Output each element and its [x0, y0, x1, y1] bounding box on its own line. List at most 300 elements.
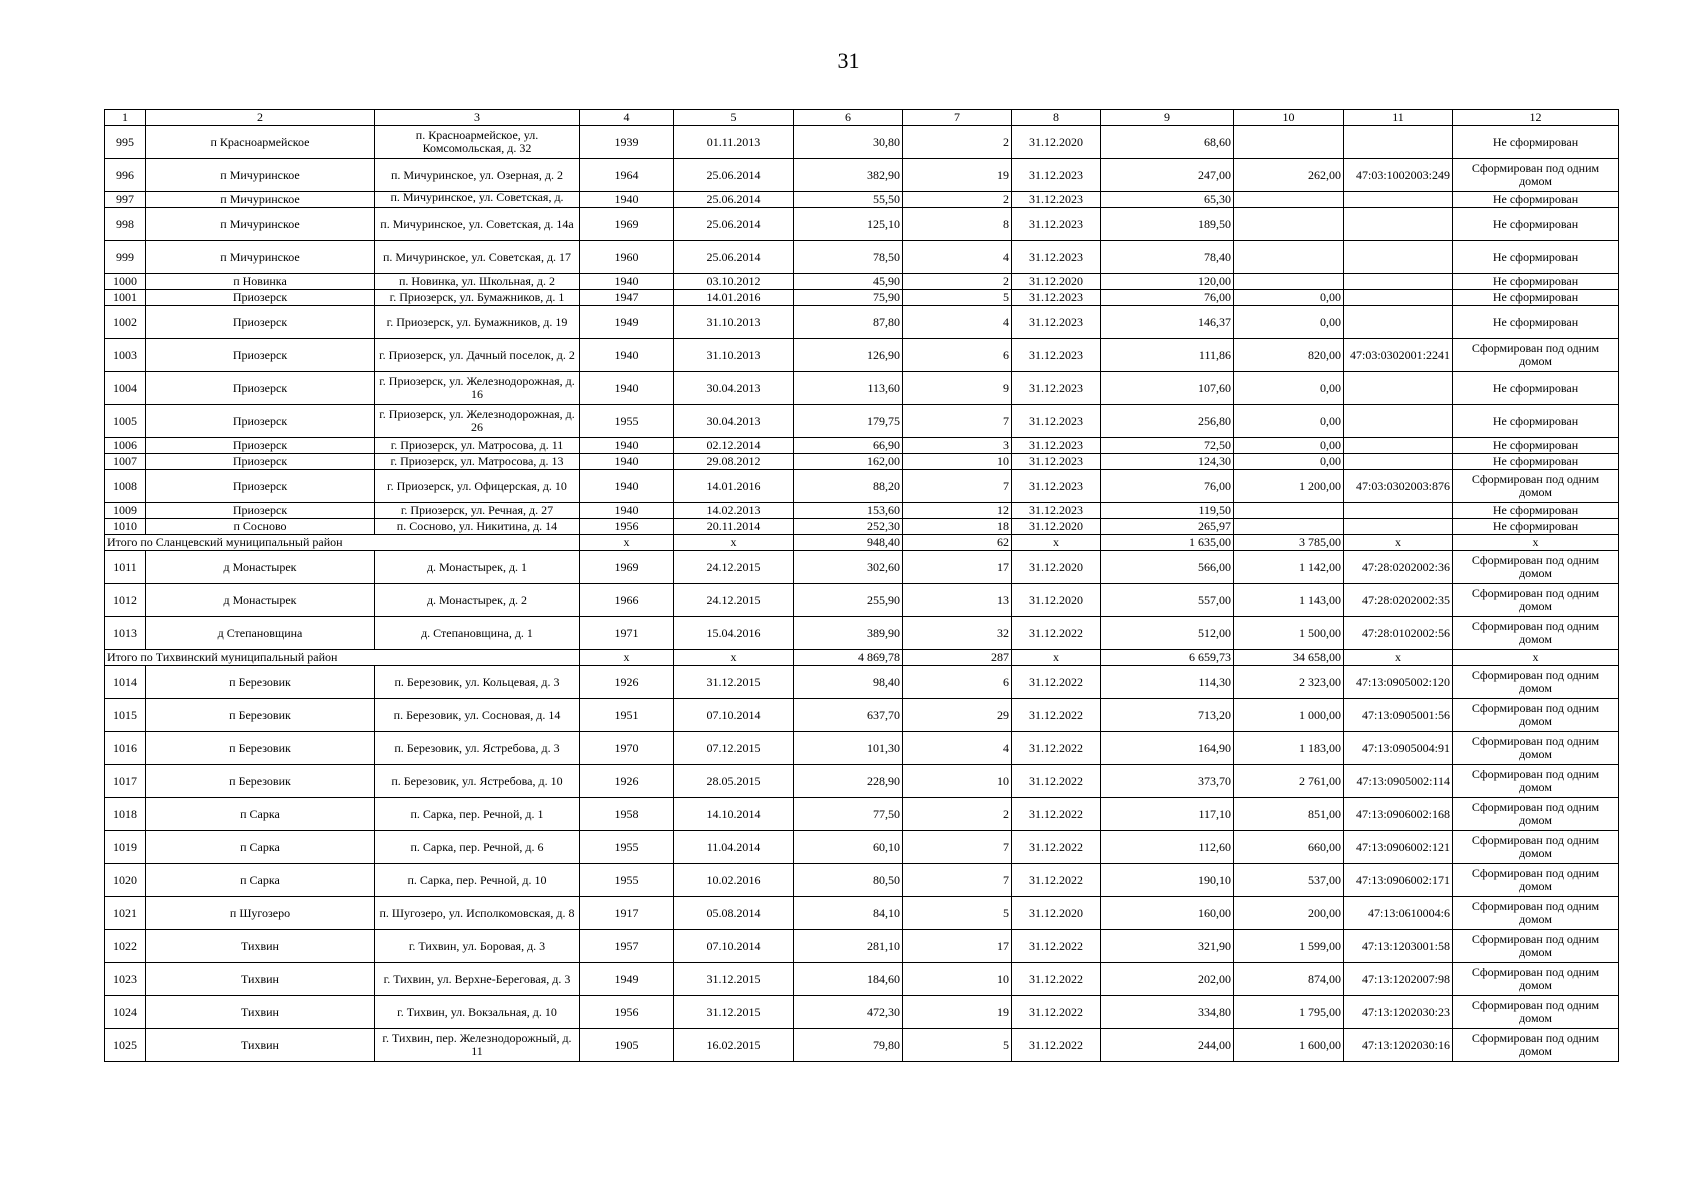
- subtotal-row: [105, 650, 1619, 666]
- address-cell: п. Красноармейское, ул. Комсомольская, д. 32: [375, 126, 580, 159]
- land-status-cell: Сформирован под одним домом: [1453, 1029, 1619, 1062]
- row-number: 1020: [105, 864, 146, 897]
- address-cell: г. Тихвин, ул. Боровая, д. 3: [375, 930, 580, 963]
- residents-cell: 29: [903, 699, 1012, 732]
- land-area-cell: 262,00: [1234, 159, 1344, 192]
- residents-cell: 10: [903, 963, 1012, 996]
- column-number: 7: [903, 110, 1012, 126]
- cadastral-number-cell: 47:03:1002003:249: [1344, 159, 1453, 192]
- residents-cell: 4: [903, 732, 1012, 765]
- table-row: [105, 503, 1619, 519]
- residents-cell: 32: [903, 617, 1012, 650]
- table-row: [105, 126, 1619, 159]
- value-cell: 114,30: [1101, 666, 1234, 699]
- subtotal-cell: x: [1344, 535, 1453, 551]
- address-cell: г. Приозерск, ул. Матросова, д. 11: [375, 438, 580, 454]
- land-status-cell: Сформирован под одним домом: [1453, 551, 1619, 584]
- table-row: [105, 584, 1619, 617]
- area-cell: 79,80: [794, 1029, 903, 1062]
- land-area-cell: [1234, 208, 1344, 241]
- residents-cell: 10: [903, 765, 1012, 798]
- area-cell: 98,40: [794, 666, 903, 699]
- residents-cell: 19: [903, 159, 1012, 192]
- land-status-cell: Не сформирован: [1453, 454, 1619, 470]
- deadline-cell: 31.12.2022: [1012, 930, 1101, 963]
- value-cell: 164,90: [1101, 732, 1234, 765]
- settlement-cell: п Мичуринское: [146, 208, 375, 241]
- address-cell: п. Березовик, ул. Ястребова, д. 3: [375, 732, 580, 765]
- land-status-cell: Не сформирован: [1453, 405, 1619, 438]
- value-cell: 68,60: [1101, 126, 1234, 159]
- cadastral-number-cell: [1344, 274, 1453, 290]
- deadline-cell: 31.12.2023: [1012, 192, 1101, 208]
- year-built-cell: 1940: [580, 274, 674, 290]
- row-number: 997: [105, 192, 146, 208]
- deadline-cell: 31.12.2022: [1012, 864, 1101, 897]
- subtotal-cell: x: [1453, 535, 1619, 551]
- date-cell: 28.05.2015: [674, 765, 794, 798]
- table-row: [105, 192, 1619, 208]
- address-cell: п. Сарка, пер. Речной, д. 1: [375, 798, 580, 831]
- residents-cell: 6: [903, 666, 1012, 699]
- date-cell: 02.12.2014: [674, 438, 794, 454]
- settlement-cell: Приозерск: [146, 470, 375, 503]
- cadastral-number-cell: [1344, 126, 1453, 159]
- settlement-cell: Приозерск: [146, 339, 375, 372]
- column-number: 1: [105, 110, 146, 126]
- date-cell: 10.02.2016: [674, 864, 794, 897]
- table-row: [105, 732, 1619, 765]
- table-row: [105, 963, 1619, 996]
- settlement-cell: д Монастырек: [146, 584, 375, 617]
- year-built-cell: 1940: [580, 372, 674, 405]
- settlement-cell: п Мичуринское: [146, 192, 375, 208]
- residents-cell: 13: [903, 584, 1012, 617]
- address-cell: г. Приозерск, ул. Железнодорожная, д. 16: [375, 372, 580, 405]
- row-number: 995: [105, 126, 146, 159]
- address-cell: г. Тихвин, ул. Верхне-Береговая, д. 3: [375, 963, 580, 996]
- area-cell: 45,90: [794, 274, 903, 290]
- column-number: 5: [674, 110, 794, 126]
- table-row: [105, 996, 1619, 1029]
- cadastral-number-cell: [1344, 372, 1453, 405]
- table-row: [105, 765, 1619, 798]
- land-area-cell: [1234, 126, 1344, 159]
- table-row: [105, 290, 1619, 306]
- land-area-cell: 0,00: [1234, 405, 1344, 438]
- land-area-cell: 2 761,00: [1234, 765, 1344, 798]
- row-number: 1014: [105, 666, 146, 699]
- land-status-cell: Не сформирован: [1453, 241, 1619, 274]
- column-number: 2: [146, 110, 375, 126]
- row-number: 1009: [105, 503, 146, 519]
- deadline-cell: 31.12.2023: [1012, 470, 1101, 503]
- settlement-cell: п Сарка: [146, 831, 375, 864]
- cadastral-number-cell: [1344, 503, 1453, 519]
- year-built-cell: 1960: [580, 241, 674, 274]
- cadastral-number-cell: [1344, 519, 1453, 535]
- address-cell: п. Мичуринское, ул. Озерная, д. 2: [375, 159, 580, 192]
- row-number: 1005: [105, 405, 146, 438]
- cadastral-number-cell: 47:13:0905001:56: [1344, 699, 1453, 732]
- area-cell: 84,10: [794, 897, 903, 930]
- land-area-cell: 874,00: [1234, 963, 1344, 996]
- value-cell: 107,60: [1101, 372, 1234, 405]
- address-cell: г. Приозерск, ул. Матросова, д. 13: [375, 454, 580, 470]
- settlement-cell: Приозерск: [146, 438, 375, 454]
- date-cell: 16.02.2015: [674, 1029, 794, 1062]
- page-number: 31: [837, 48, 860, 73]
- cadastral-number-cell: 47:28:0202002:36: [1344, 551, 1453, 584]
- value-cell: 334,80: [1101, 996, 1234, 1029]
- row-number: 1008: [105, 470, 146, 503]
- deadline-cell: 31.12.2023: [1012, 438, 1101, 454]
- year-built-cell: 1955: [580, 831, 674, 864]
- settlement-cell: п Березовик: [146, 732, 375, 765]
- address-cell: г. Приозерск, ул. Дачный поселок, д. 2: [375, 339, 580, 372]
- deadline-cell: 31.12.2023: [1012, 372, 1101, 405]
- column-number-row: [105, 110, 1619, 126]
- value-cell: 124,30: [1101, 454, 1234, 470]
- year-built-cell: 1940: [580, 339, 674, 372]
- area-cell: 113,60: [794, 372, 903, 405]
- deadline-cell: 31.12.2023: [1012, 405, 1101, 438]
- value-cell: 373,70: [1101, 765, 1234, 798]
- deadline-cell: 31.12.2023: [1012, 306, 1101, 339]
- cadastral-number-cell: 47:13:0906002:171: [1344, 864, 1453, 897]
- value-cell: 713,20: [1101, 699, 1234, 732]
- area-cell: 281,10: [794, 930, 903, 963]
- column-number: 9: [1101, 110, 1234, 126]
- cadastral-number-cell: [1344, 192, 1453, 208]
- cadastral-number-cell: 47:13:0610004:6: [1344, 897, 1453, 930]
- row-number: 1004: [105, 372, 146, 405]
- value-cell: 557,00: [1101, 584, 1234, 617]
- land-status-cell: Не сформирован: [1453, 306, 1619, 339]
- residents-cell: 7: [903, 470, 1012, 503]
- residents-cell: 4: [903, 306, 1012, 339]
- area-cell: 389,90: [794, 617, 903, 650]
- residents-cell: 7: [903, 864, 1012, 897]
- residents-cell: 2: [903, 126, 1012, 159]
- date-cell: 07.12.2015: [674, 732, 794, 765]
- subtotal-title: Итого по Сланцевский муниципальный район: [105, 535, 580, 551]
- land-area-cell: 0,00: [1234, 290, 1344, 306]
- settlement-cell: Тихвин: [146, 996, 375, 1029]
- value-cell: 117,10: [1101, 798, 1234, 831]
- residents-cell: 17: [903, 930, 1012, 963]
- column-number: 10: [1234, 110, 1344, 126]
- area-cell: 60,10: [794, 831, 903, 864]
- date-cell: 03.10.2012: [674, 274, 794, 290]
- cadastral-number-cell: 47:13:0905002:114: [1344, 765, 1453, 798]
- area-cell: 75,90: [794, 290, 903, 306]
- year-built-cell: 1955: [580, 405, 674, 438]
- area-cell: 153,60: [794, 503, 903, 519]
- address-cell: п. Мичуринское, ул. Советская, д. 17: [375, 241, 580, 274]
- land-status-cell: Не сформирован: [1453, 274, 1619, 290]
- table-row: [105, 551, 1619, 584]
- area-cell: 55,50: [794, 192, 903, 208]
- value-cell: 244,00: [1101, 1029, 1234, 1062]
- deadline-cell: 31.12.2020: [1012, 897, 1101, 930]
- year-built-cell: 1949: [580, 306, 674, 339]
- date-cell: 29.08.2012: [674, 454, 794, 470]
- cadastral-number-cell: 47:13:0906002:168: [1344, 798, 1453, 831]
- table-row: [105, 454, 1619, 470]
- table-row: [105, 372, 1619, 405]
- address-cell: п. Новинка, ул. Школьная, д. 2: [375, 274, 580, 290]
- value-cell: 146,37: [1101, 306, 1234, 339]
- settlement-cell: п Новинка: [146, 274, 375, 290]
- date-cell: 30.04.2013: [674, 372, 794, 405]
- cadastral-number-cell: 47:13:1203001:58: [1344, 930, 1453, 963]
- deadline-cell: 31.12.2023: [1012, 208, 1101, 241]
- value-cell: 160,00: [1101, 897, 1234, 930]
- address-cell: п. Сарка, пер. Речной, д. 10: [375, 864, 580, 897]
- land-status-cell: Сформирован под одним домом: [1453, 470, 1619, 503]
- row-number: 1016: [105, 732, 146, 765]
- address-cell: п. Шугозеро, ул. Исполкомовская, д. 8: [375, 897, 580, 930]
- deadline-cell: 31.12.2022: [1012, 798, 1101, 831]
- housing-register-table: [104, 109, 1619, 1062]
- settlement-cell: п Сарка: [146, 864, 375, 897]
- settlement-cell: п Березовик: [146, 765, 375, 798]
- land-area-cell: 660,00: [1234, 831, 1344, 864]
- area-cell: 126,90: [794, 339, 903, 372]
- row-number: 1000: [105, 274, 146, 290]
- cadastral-number-cell: 47:28:0102002:56: [1344, 617, 1453, 650]
- table-row: [105, 438, 1619, 454]
- settlement-cell: п Красноармейское: [146, 126, 375, 159]
- land-status-cell: Сформирован под одним домом: [1453, 339, 1619, 372]
- land-area-cell: 537,00: [1234, 864, 1344, 897]
- row-number: 1022: [105, 930, 146, 963]
- residents-cell: 3: [903, 438, 1012, 454]
- subtotal-cell: 4 869,78: [794, 650, 903, 666]
- table-row: [105, 864, 1619, 897]
- land-area-cell: 1 143,00: [1234, 584, 1344, 617]
- area-cell: 66,90: [794, 438, 903, 454]
- subtotal-cell: x: [1012, 650, 1101, 666]
- date-cell: 07.10.2014: [674, 930, 794, 963]
- land-area-cell: 851,00: [1234, 798, 1344, 831]
- date-cell: 31.10.2013: [674, 339, 794, 372]
- land-status-cell: Не сформирован: [1453, 192, 1619, 208]
- address-cell: п. Сосново, ул. Никитина, д. 14: [375, 519, 580, 535]
- land-area-cell: 0,00: [1234, 438, 1344, 454]
- row-number: 1007: [105, 454, 146, 470]
- residents-cell: 9: [903, 372, 1012, 405]
- subtotal-cell: 948,40: [794, 535, 903, 551]
- subtotal-cell: 3 785,00: [1234, 535, 1344, 551]
- area-cell: 30,80: [794, 126, 903, 159]
- row-number: 1002: [105, 306, 146, 339]
- date-cell: 25.06.2014: [674, 208, 794, 241]
- cadastral-number-cell: 47:13:0905002:120: [1344, 666, 1453, 699]
- table-row: [105, 930, 1619, 963]
- area-cell: 179,75: [794, 405, 903, 438]
- residents-cell: 4: [903, 241, 1012, 274]
- land-area-cell: [1234, 241, 1344, 274]
- address-cell: г. Приозерск, ул. Бумажников, д. 19: [375, 306, 580, 339]
- address-cell: д. Монастырек, д. 1: [375, 551, 580, 584]
- subtotal-cell: x: [1012, 535, 1101, 551]
- date-cell: 30.04.2013: [674, 405, 794, 438]
- year-built-cell: 1966: [580, 584, 674, 617]
- address-cell: г. Приозерск, ул. Речная, д. 27: [375, 503, 580, 519]
- year-built-cell: 1970: [580, 732, 674, 765]
- year-built-cell: 1964: [580, 159, 674, 192]
- date-cell: 31.10.2013: [674, 306, 794, 339]
- value-cell: 119,50: [1101, 503, 1234, 519]
- land-status-cell: Сформирован под одним домом: [1453, 963, 1619, 996]
- deadline-cell: 31.12.2020: [1012, 274, 1101, 290]
- subtotal-cell: x: [674, 650, 794, 666]
- column-number: 12: [1453, 110, 1619, 126]
- table-row: [105, 831, 1619, 864]
- date-cell: 07.10.2014: [674, 699, 794, 732]
- address-cell: г. Приозерск, ул. Офицерская, д. 10: [375, 470, 580, 503]
- address-cell: г. Приозерск, ул. Бумажников, д. 1: [375, 290, 580, 306]
- settlement-cell: Приозерск: [146, 503, 375, 519]
- area-cell: 252,30: [794, 519, 903, 535]
- year-built-cell: 1905: [580, 1029, 674, 1062]
- subtotal-cell: 1 635,00: [1101, 535, 1234, 551]
- land-area-cell: 200,00: [1234, 897, 1344, 930]
- cadastral-number-cell: 47:03:0302003:876: [1344, 470, 1453, 503]
- residents-cell: 2: [903, 274, 1012, 290]
- address-cell: г. Тихвин, пер. Железнодорожный, д. 11: [375, 1029, 580, 1062]
- land-status-cell: Сформирован под одним домом: [1453, 159, 1619, 192]
- cadastral-number-cell: 47:13:1202030:16: [1344, 1029, 1453, 1062]
- column-number: 3: [375, 110, 580, 126]
- value-cell: 111,86: [1101, 339, 1234, 372]
- value-cell: 120,00: [1101, 274, 1234, 290]
- land-area-cell: 820,00: [1234, 339, 1344, 372]
- value-cell: 247,00: [1101, 159, 1234, 192]
- residents-cell: 7: [903, 831, 1012, 864]
- subtotal-cell: x: [1453, 650, 1619, 666]
- land-status-cell: Сформирован под одним домом: [1453, 699, 1619, 732]
- deadline-cell: 31.12.2023: [1012, 454, 1101, 470]
- year-built-cell: 1951: [580, 699, 674, 732]
- table-row: [105, 306, 1619, 339]
- land-area-cell: 1 200,00: [1234, 470, 1344, 503]
- subtotal-cell: x: [580, 650, 674, 666]
- date-cell: 25.06.2014: [674, 192, 794, 208]
- land-area-cell: [1234, 192, 1344, 208]
- cadastral-number-cell: 47:13:1202007:98: [1344, 963, 1453, 996]
- table-row: [105, 798, 1619, 831]
- cadastral-number-cell: [1344, 208, 1453, 241]
- table-row: [105, 274, 1619, 290]
- deadline-cell: 31.12.2023: [1012, 503, 1101, 519]
- row-number: 1017: [105, 765, 146, 798]
- date-cell: 24.12.2015: [674, 584, 794, 617]
- date-cell: 31.12.2015: [674, 963, 794, 996]
- table-row: [105, 699, 1619, 732]
- area-cell: 77,50: [794, 798, 903, 831]
- year-built-cell: 1947: [580, 290, 674, 306]
- table-row: [105, 666, 1619, 699]
- deadline-cell: 31.12.2020: [1012, 584, 1101, 617]
- area-cell: 78,50: [794, 241, 903, 274]
- residents-cell: 19: [903, 996, 1012, 1029]
- land-status-cell: Не сформирован: [1453, 372, 1619, 405]
- settlement-cell: Приозерск: [146, 290, 375, 306]
- deadline-cell: 31.12.2022: [1012, 699, 1101, 732]
- cadastral-number-cell: [1344, 438, 1453, 454]
- residents-cell: 7: [903, 405, 1012, 438]
- residents-cell: 6: [903, 339, 1012, 372]
- year-built-cell: 1940: [580, 454, 674, 470]
- value-cell: 512,00: [1101, 617, 1234, 650]
- table-row: [105, 339, 1619, 372]
- area-cell: 184,60: [794, 963, 903, 996]
- year-built-cell: 1955: [580, 864, 674, 897]
- date-cell: 14.10.2014: [674, 798, 794, 831]
- value-cell: 76,00: [1101, 290, 1234, 306]
- deadline-cell: 31.12.2020: [1012, 519, 1101, 535]
- cadastral-number-cell: [1344, 454, 1453, 470]
- value-cell: 65,30: [1101, 192, 1234, 208]
- land-area-cell: 0,00: [1234, 306, 1344, 339]
- value-cell: 566,00: [1101, 551, 1234, 584]
- subtotal-cell: 6 659,73: [1101, 650, 1234, 666]
- land-status-cell: Сформирован под одним домом: [1453, 864, 1619, 897]
- deadline-cell: 31.12.2022: [1012, 765, 1101, 798]
- deadline-cell: 31.12.2020: [1012, 551, 1101, 584]
- table-row: [105, 1029, 1619, 1062]
- date-cell: 01.11.2013: [674, 126, 794, 159]
- row-number: 1006: [105, 438, 146, 454]
- date-cell: 31.12.2015: [674, 666, 794, 699]
- settlement-cell: п Мичуринское: [146, 159, 375, 192]
- row-number: 1010: [105, 519, 146, 535]
- value-cell: 76,00: [1101, 470, 1234, 503]
- land-area-cell: 1 500,00: [1234, 617, 1344, 650]
- cadastral-number-cell: 47:13:0905004:91: [1344, 732, 1453, 765]
- cadastral-number-cell: [1344, 241, 1453, 274]
- area-cell: 302,60: [794, 551, 903, 584]
- year-built-cell: 1940: [580, 192, 674, 208]
- row-number: 1021: [105, 897, 146, 930]
- row-number: 996: [105, 159, 146, 192]
- deadline-cell: 31.12.2023: [1012, 290, 1101, 306]
- row-number: 1019: [105, 831, 146, 864]
- cadastral-number-cell: [1344, 306, 1453, 339]
- year-built-cell: 1971: [580, 617, 674, 650]
- area-cell: 125,10: [794, 208, 903, 241]
- area-cell: 80,50: [794, 864, 903, 897]
- date-cell: 25.06.2014: [674, 159, 794, 192]
- address-cell: д. Степановщина, д. 1: [375, 617, 580, 650]
- date-cell: 25.06.2014: [674, 241, 794, 274]
- area-cell: 637,70: [794, 699, 903, 732]
- column-number: 11: [1344, 110, 1453, 126]
- address-cell: г. Тихвин, ул. Вокзальная, д. 10: [375, 996, 580, 1029]
- land-area-cell: 1 000,00: [1234, 699, 1344, 732]
- land-status-cell: Сформирован под одним домом: [1453, 732, 1619, 765]
- table-row: [105, 470, 1619, 503]
- land-area-cell: 2 323,00: [1234, 666, 1344, 699]
- column-number: 8: [1012, 110, 1101, 126]
- cadastral-number-cell: [1344, 405, 1453, 438]
- date-cell: 24.12.2015: [674, 551, 794, 584]
- row-number: 1024: [105, 996, 146, 1029]
- settlement-cell: п Березовик: [146, 666, 375, 699]
